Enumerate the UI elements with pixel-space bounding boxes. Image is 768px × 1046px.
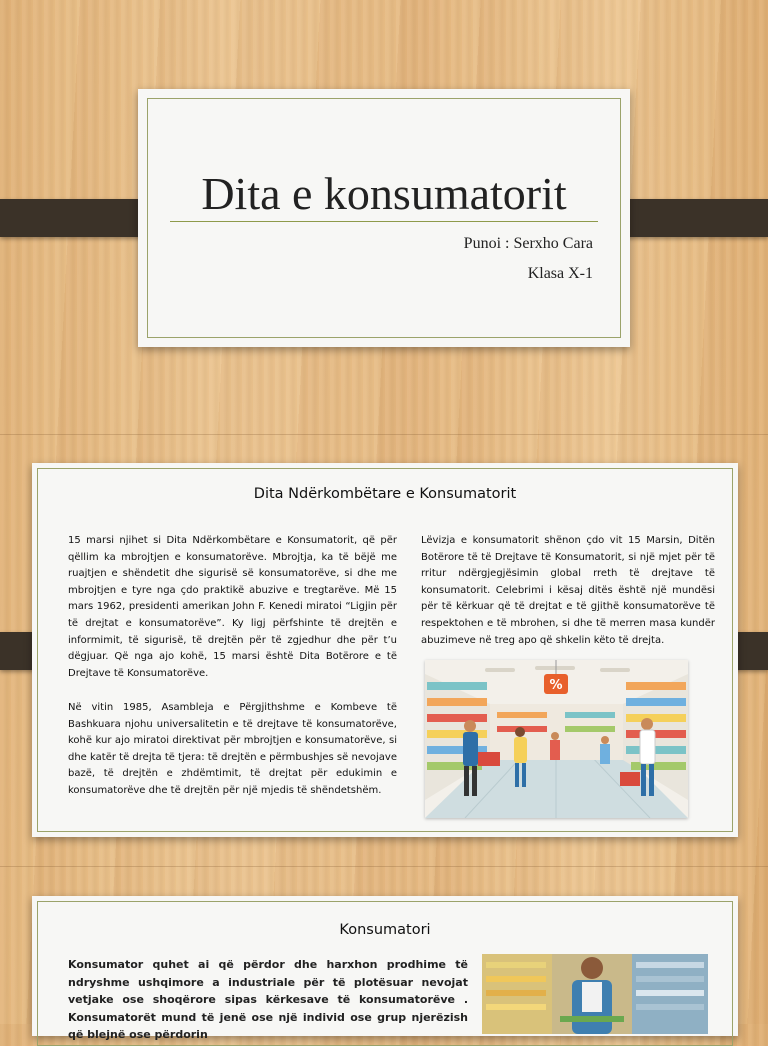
binder-bar-right [612, 199, 768, 237]
sale-sign-text: % [549, 678, 563, 693]
title-rule [170, 221, 598, 222]
slide-title: Dita Ndërkombëtare e Konsumatorit [253, 486, 517, 502]
slide-title: Konsumatori [339, 922, 431, 938]
paragraph: 15 marsi njihet si Dita Ndërkombëtare e Konsumatorit, që për qëllim ka mbrojtjen e konsumatorëve. Mbrojtja, ka të bëjë me ruajtjen e shëndetit dhe sigurisë së konsumatorëve, si dhe me mbrojtjen e tyre nga çdo praktikë abuzive e tregtarëve. Më 15 mars 1962, presidenti amerikan John F. Kenedi miratoi “Ligjin për të drejtat e konsumatorëve”. Ky ligj përfshinte të drejtën e informimit, të sigurisë, të drejtën për të zgjedhur dhe për t’u dëgjuar. Që nga ajo kohë, 15 marsi është Dita Botërore e të Drejtave të Konsumatorëve. [68, 535, 397, 679]
supermarket-illustration [425, 660, 688, 818]
consumer-photo [482, 954, 708, 1034]
section-divider [0, 866, 768, 867]
section-divider [0, 434, 768, 435]
class-line: Klasa X-1 [527, 265, 593, 282]
binder-bar-left [0, 199, 156, 237]
content-slide[interactable] [32, 896, 738, 1041]
paragraph: Konsumator quhet ai që përdor dhe harxhon prodhime të ndryshme ushqimore a industriale për të plotësuar nevojat vetjake ose shoqërore sipas kërkesave të konsumatorëve . Konsumatorët mund të jenë ose një individ ose grup njerëzish që blejnë ose përdorin [68, 958, 468, 1041]
paragraph: Në vitin 1985, Asambleja e Përgjithshme e Kombeve të Bashkuara njohu universalitetin e të drejtave të konsumatorëve, kohë kur ajo miratoi direktivat për mbrojtjen e konsumatorëve, si dhe katër të drejta të tjera: të drejtën e përmbushjes së nevojave bazë, të drejtën e zhdëmtimit, të drejtat për edukimin e konsumatorëve dhe të drejtën për një mjedis të shëndetshëm. [68, 702, 397, 796]
title-slide[interactable] [138, 89, 630, 347]
author-line: Punoi : Serxho Cara [463, 235, 593, 252]
content-slide[interactable] [32, 463, 738, 837]
slide-title: Dita e konsumatorit [201, 168, 567, 219]
paragraph: Lëvizja e konsumatorit shënon çdo vit 15 Marsin, Ditën Botërore të të Drejtave të Konsumatorit, si një mjet për të rritur ndërgjegjësimin global rreth të drejtave të konsumatorit. Celebrimi i kësaj ditës është një mundësi për të kërkuar që të drejtat e të gjithë konsumatorëve të respektohen e të mbrohen, si dhe të merren masa kundër abuzimeve në treg apo që shkelin këto të drejta. [421, 535, 715, 646]
